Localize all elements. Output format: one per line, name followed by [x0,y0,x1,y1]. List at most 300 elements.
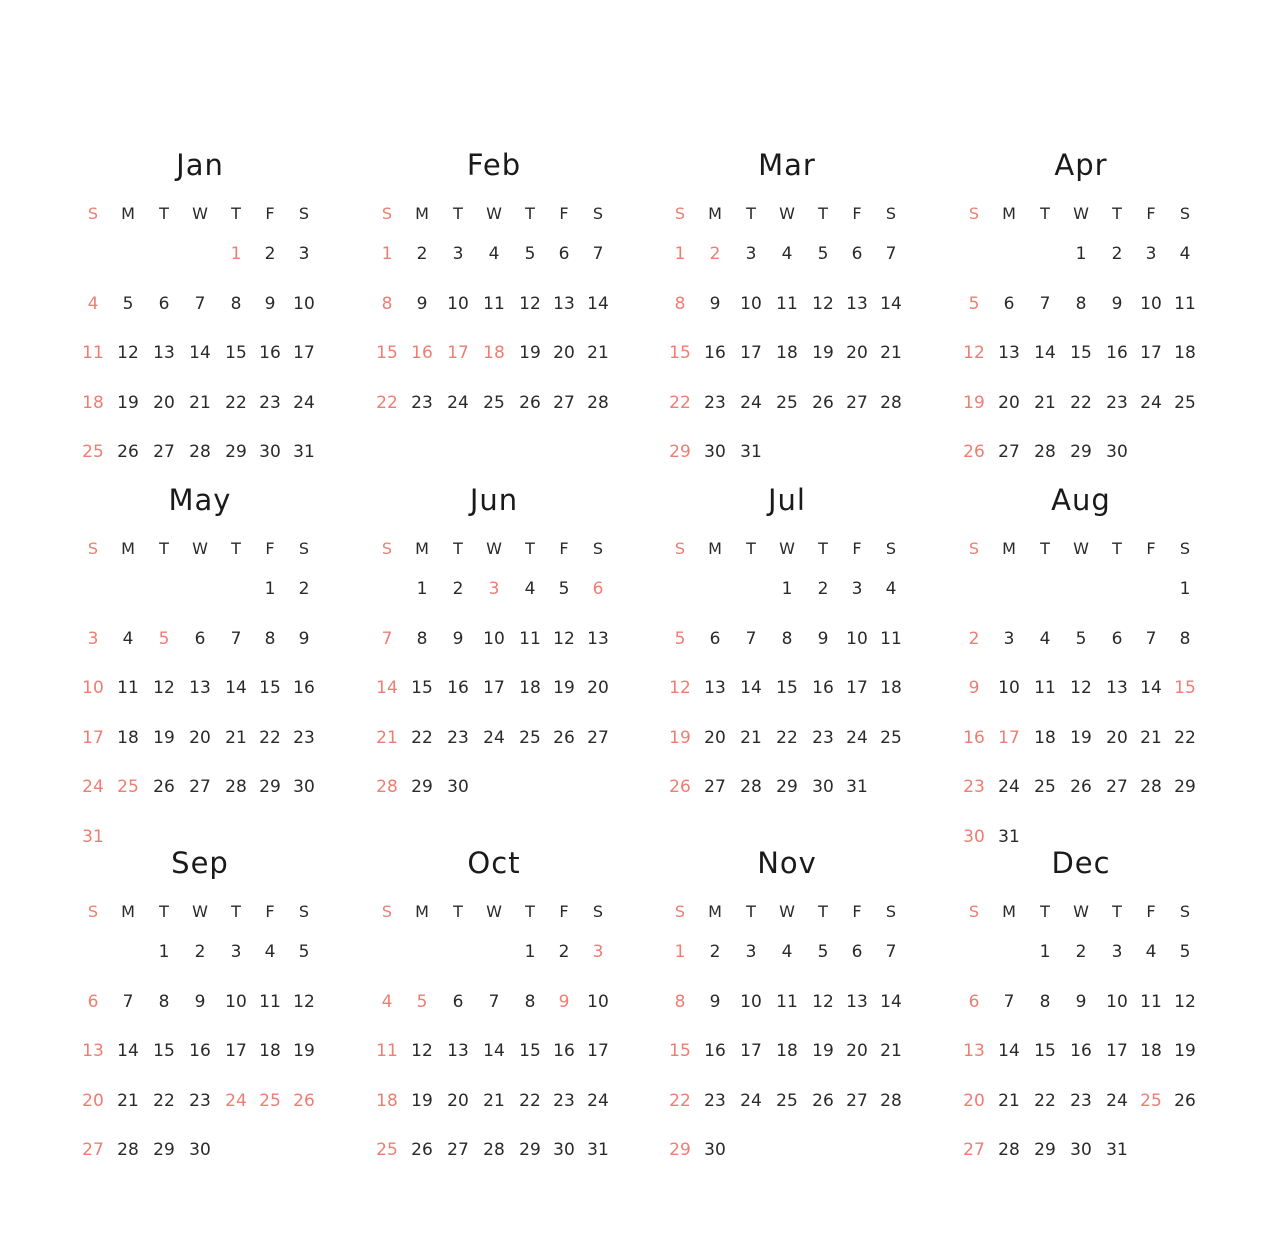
day-cell[interactable]: 2 [1111,244,1123,264]
day-cell[interactable]: 20 [846,343,868,364]
day-cell[interactable]: 10 [998,678,1020,699]
day-cell[interactable]: 24 [1140,392,1162,413]
day-cell[interactable]: 8 [381,293,393,314]
day-cell[interactable]: 4 [524,579,536,599]
day-cell[interactable]: 23 [963,777,985,798]
day-cell[interactable]: 8 [1075,293,1087,314]
day-cell[interactable]: 15 [1174,678,1196,699]
day-cell[interactable]: 26 [669,777,691,798]
day-cell[interactable]: 10 [1140,293,1162,314]
day-cell[interactable]: 16 [411,343,433,364]
day-cell[interactable]: 1 [1075,244,1087,264]
day-cell[interactable]: 28 [225,777,247,798]
day-cell[interactable]: 17 [447,343,469,364]
day-cell[interactable]: 18 [483,343,505,364]
day-cell[interactable]: 23 [293,727,315,748]
day-cell[interactable]: 1 [674,244,686,264]
day-cell[interactable]: 1 [381,244,393,264]
day-cell[interactable]: 14 [1140,678,1162,699]
day-cell[interactable]: 15 [776,678,798,699]
day-cell[interactable]: 22 [225,392,247,413]
day-cell[interactable]: 12 [963,343,985,364]
day-cell[interactable]: 14 [189,343,211,364]
day-cell[interactable]: 13 [998,343,1020,364]
day-cell[interactable]: 30 [553,1140,575,1161]
day-cell[interactable]: 12 [1174,991,1196,1012]
day-cell[interactable]: 16 [1106,343,1128,364]
day-cell[interactable]: 10 [846,628,868,649]
day-cell[interactable]: 21 [376,727,398,748]
day-cell[interactable]: 17 [293,343,315,364]
day-cell[interactable]: 20 [189,727,211,748]
day-cell[interactable]: 3 [452,244,464,264]
day-cell[interactable]: 23 [553,1090,575,1111]
day-cell[interactable]: 10 [740,293,762,314]
day-cell[interactable]: 26 [1070,777,1092,798]
day-cell[interactable]: 22 [776,727,798,748]
day-cell[interactable]: 15 [225,343,247,364]
day-cell[interactable]: 11 [259,991,281,1012]
day-cell[interactable]: 28 [740,777,762,798]
day-cell[interactable]: 7 [745,628,757,649]
day-cell[interactable]: 11 [519,628,541,649]
day-cell[interactable]: 31 [998,827,1020,847]
day-cell[interactable]: 26 [293,1090,315,1111]
day-cell[interactable]: 12 [117,343,139,364]
day-cell[interactable]: 13 [846,991,868,1012]
day-cell[interactable]: 12 [411,1041,433,1062]
day-cell[interactable]: 9 [1075,991,1087,1012]
day-cell[interactable]: 26 [812,392,834,413]
day-cell[interactable]: 11 [1174,293,1196,314]
day-cell[interactable]: 5 [817,244,829,264]
day-cell[interactable]: 2 [298,579,310,599]
day-cell[interactable]: 5 [122,293,134,314]
day-cell[interactable]: 21 [1034,392,1056,413]
day-cell[interactable]: 24 [82,777,104,798]
day-cell[interactable]: 8 [674,991,686,1012]
day-cell[interactable]: 17 [225,1041,247,1062]
day-cell[interactable]: 1 [1179,579,1191,599]
day-cell[interactable]: 15 [669,1041,691,1062]
day-cell[interactable]: 27 [553,392,575,413]
day-cell[interactable]: 30 [1106,442,1128,463]
day-cell[interactable]: 22 [1174,727,1196,748]
day-cell[interactable]: 24 [998,777,1020,798]
day-cell[interactable]: 27 [447,1140,469,1161]
day-cell[interactable]: 18 [1174,343,1196,364]
day-cell[interactable]: 28 [117,1140,139,1161]
day-cell[interactable]: 7 [885,244,897,264]
day-cell[interactable]: 29 [1174,777,1196,798]
day-cell[interactable]: 27 [846,1090,868,1111]
day-cell[interactable]: 12 [669,678,691,699]
day-cell[interactable]: 10 [293,293,315,314]
day-cell[interactable]: 11 [376,1041,398,1062]
day-cell[interactable]: 28 [189,442,211,463]
day-cell[interactable]: 28 [483,1140,505,1161]
day-cell[interactable]: 23 [704,1090,726,1111]
day-cell[interactable]: 19 [1174,1041,1196,1062]
day-cell[interactable]: 3 [1111,942,1123,962]
day-cell[interactable]: 17 [82,727,104,748]
day-cell[interactable]: 9 [968,678,980,699]
day-cell[interactable]: 3 [851,579,863,599]
day-cell[interactable]: 10 [483,628,505,649]
day-cell[interactable]: 25 [880,727,902,748]
day-cell[interactable]: 1 [781,579,793,599]
day-cell[interactable]: 29 [1034,1140,1056,1161]
day-cell[interactable]: 20 [704,727,726,748]
day-cell[interactable]: 24 [587,1090,609,1111]
day-cell[interactable]: 20 [963,1090,985,1111]
day-cell[interactable]: 10 [1106,991,1128,1012]
day-cell[interactable]: 10 [740,991,762,1012]
day-cell[interactable]: 20 [153,392,175,413]
day-cell[interactable]: 19 [519,343,541,364]
day-cell[interactable]: 29 [669,442,691,463]
day-cell[interactable]: 6 [1003,293,1015,314]
day-cell[interactable]: 17 [846,678,868,699]
day-cell[interactable]: 2 [968,628,980,649]
day-cell[interactable]: 1 [416,579,428,599]
day-cell[interactable]: 6 [158,293,170,314]
day-cell[interactable]: 24 [740,1090,762,1111]
day-cell[interactable]: 4 [781,942,793,962]
day-cell[interactable]: 4 [488,244,500,264]
day-cell[interactable]: 8 [416,628,428,649]
day-cell[interactable]: 27 [82,1140,104,1161]
day-cell[interactable]: 29 [411,777,433,798]
day-cell[interactable]: 26 [1174,1090,1196,1111]
day-cell[interactable]: 14 [587,293,609,314]
day-cell[interactable]: 7 [592,244,604,264]
day-cell[interactable]: 30 [704,1140,726,1161]
day-cell[interactable]: 5 [968,293,980,314]
day-cell[interactable]: 22 [669,392,691,413]
day-cell[interactable]: 2 [709,244,721,264]
day-cell[interactable]: 6 [709,628,721,649]
day-cell[interactable]: 21 [189,392,211,413]
day-cell[interactable]: 16 [963,727,985,748]
day-cell[interactable]: 5 [558,579,570,599]
day-cell[interactable]: 1 [1039,942,1051,962]
day-cell[interactable]: 20 [846,1041,868,1062]
day-cell[interactable]: 23 [704,392,726,413]
day-cell[interactable]: 11 [117,678,139,699]
day-cell[interactable]: 20 [587,678,609,699]
day-cell[interactable]: 20 [998,392,1020,413]
day-cell[interactable]: 3 [745,942,757,962]
day-cell[interactable]: 2 [709,942,721,962]
day-cell[interactable]: 17 [1140,343,1162,364]
day-cell[interactable]: 8 [264,628,276,649]
day-cell[interactable]: 5 [1075,628,1087,649]
day-cell[interactable]: 7 [885,942,897,962]
day-cell[interactable]: 21 [740,727,762,748]
day-cell[interactable]: 6 [1111,628,1123,649]
day-cell[interactable]: 16 [293,678,315,699]
day-cell[interactable]: 9 [709,991,721,1012]
day-cell[interactable]: 1 [524,942,536,962]
day-cell[interactable]: 25 [776,392,798,413]
day-cell[interactable]: 23 [812,727,834,748]
day-cell[interactable]: 26 [812,1090,834,1111]
day-cell[interactable]: 15 [259,678,281,699]
day-cell[interactable]: 5 [298,942,310,962]
day-cell[interactable]: 25 [1174,392,1196,413]
day-cell[interactable]: 6 [452,991,464,1012]
day-cell[interactable]: 24 [447,392,469,413]
day-cell[interactable]: 17 [740,343,762,364]
day-cell[interactable]: 5 [158,628,170,649]
day-cell[interactable]: 25 [519,727,541,748]
day-cell[interactable]: 28 [880,392,902,413]
day-cell[interactable]: 26 [411,1140,433,1161]
day-cell[interactable]: 4 [1179,244,1191,264]
day-cell[interactable]: 16 [812,678,834,699]
day-cell[interactable]: 27 [704,777,726,798]
day-cell[interactable]: 22 [519,1090,541,1111]
day-cell[interactable]: 13 [704,678,726,699]
day-cell[interactable]: 21 [483,1090,505,1111]
day-cell[interactable]: 25 [376,1140,398,1161]
day-cell[interactable]: 23 [1106,392,1128,413]
day-cell[interactable]: 4 [1145,942,1157,962]
day-cell[interactable]: 28 [1140,777,1162,798]
day-cell[interactable]: 13 [553,293,575,314]
day-cell[interactable]: 12 [812,991,834,1012]
day-cell[interactable]: 12 [553,628,575,649]
day-cell[interactable]: 14 [225,678,247,699]
day-cell[interactable]: 24 [846,727,868,748]
day-cell[interactable]: 7 [1145,628,1157,649]
day-cell[interactable]: 17 [1106,1041,1128,1062]
day-cell[interactable]: 23 [447,727,469,748]
day-cell[interactable]: 13 [189,678,211,699]
day-cell[interactable]: 16 [259,343,281,364]
day-cell[interactable]: 27 [1106,777,1128,798]
day-cell[interactable]: 22 [259,727,281,748]
day-cell[interactable]: 28 [376,777,398,798]
day-cell[interactable]: 27 [963,1140,985,1161]
day-cell[interactable]: 15 [411,678,433,699]
day-cell[interactable]: 31 [587,1140,609,1161]
day-cell[interactable]: 21 [225,727,247,748]
day-cell[interactable]: 28 [1034,442,1056,463]
day-cell[interactable]: 24 [740,392,762,413]
day-cell[interactable]: 6 [87,991,99,1012]
day-cell[interactable]: 3 [1145,244,1157,264]
day-cell[interactable]: 31 [1106,1140,1128,1161]
day-cell[interactable]: 5 [524,244,536,264]
day-cell[interactable]: 16 [553,1041,575,1062]
day-cell[interactable]: 13 [963,1041,985,1062]
day-cell[interactable]: 5 [416,991,428,1012]
day-cell[interactable]: 9 [298,628,310,649]
day-cell[interactable]: 14 [740,678,762,699]
day-cell[interactable]: 3 [1003,628,1015,649]
day-cell[interactable]: 11 [880,628,902,649]
day-cell[interactable]: 13 [587,628,609,649]
day-cell[interactable]: 27 [587,727,609,748]
day-cell[interactable]: 16 [704,1041,726,1062]
day-cell[interactable]: 16 [704,343,726,364]
day-cell[interactable]: 7 [194,293,206,314]
day-cell[interactable]: 2 [194,942,206,962]
day-cell[interactable]: 4 [885,579,897,599]
day-cell[interactable]: 20 [1106,727,1128,748]
day-cell[interactable]: 27 [998,442,1020,463]
day-cell[interactable]: 12 [293,991,315,1012]
day-cell[interactable]: 1 [158,942,170,962]
day-cell[interactable]: 4 [264,942,276,962]
day-cell[interactable]: 20 [82,1090,104,1111]
day-cell[interactable]: 30 [704,442,726,463]
day-cell[interactable]: 14 [117,1041,139,1062]
day-cell[interactable]: 15 [376,343,398,364]
day-cell[interactable]: 17 [483,678,505,699]
day-cell[interactable]: 3 [592,942,604,962]
day-cell[interactable]: 16 [447,678,469,699]
day-cell[interactable]: 11 [82,343,104,364]
day-cell[interactable]: 24 [483,727,505,748]
day-cell[interactable]: 8 [158,991,170,1012]
day-cell[interactable]: 30 [963,827,985,847]
day-cell[interactable]: 26 [553,727,575,748]
day-cell[interactable]: 23 [411,392,433,413]
day-cell[interactable]: 25 [1140,1090,1162,1111]
day-cell[interactable]: 7 [488,991,500,1012]
day-cell[interactable]: 19 [963,392,985,413]
day-cell[interactable]: 18 [1034,727,1056,748]
day-cell[interactable]: 6 [558,244,570,264]
day-cell[interactable]: 27 [153,442,175,463]
day-cell[interactable]: 17 [998,727,1020,748]
day-cell[interactable]: 26 [963,442,985,463]
day-cell[interactable]: 9 [194,991,206,1012]
day-cell[interactable]: 26 [117,442,139,463]
day-cell[interactable]: 18 [519,678,541,699]
day-cell[interactable]: 22 [153,1090,175,1111]
day-cell[interactable]: 17 [587,1041,609,1062]
day-cell[interactable]: 1 [230,244,242,264]
day-cell[interactable]: 8 [781,628,793,649]
day-cell[interactable]: 21 [998,1090,1020,1111]
day-cell[interactable]: 21 [1140,727,1162,748]
day-cell[interactable]: 4 [87,293,99,314]
day-cell[interactable]: 18 [880,678,902,699]
day-cell[interactable]: 24 [225,1090,247,1111]
day-cell[interactable]: 14 [483,1041,505,1062]
day-cell[interactable]: 13 [82,1041,104,1062]
day-cell[interactable]: 25 [483,392,505,413]
day-cell[interactable]: 24 [1106,1090,1128,1111]
day-cell[interactable]: 31 [846,777,868,798]
day-cell[interactable]: 13 [846,293,868,314]
day-cell[interactable]: 30 [1070,1140,1092,1161]
day-cell[interactable]: 29 [776,777,798,798]
day-cell[interactable]: 13 [447,1041,469,1062]
day-cell[interactable]: 2 [452,579,464,599]
day-cell[interactable]: 6 [592,579,604,599]
day-cell[interactable]: 3 [745,244,757,264]
day-cell[interactable]: 12 [519,293,541,314]
day-cell[interactable]: 5 [674,628,686,649]
day-cell[interactable]: 26 [519,392,541,413]
day-cell[interactable]: 7 [122,991,134,1012]
day-cell[interactable]: 3 [87,628,99,649]
day-cell[interactable]: 7 [1039,293,1051,314]
day-cell[interactable]: 11 [483,293,505,314]
day-cell[interactable]: 31 [293,442,315,463]
day-cell[interactable]: 14 [1034,343,1056,364]
day-cell[interactable]: 3 [230,942,242,962]
day-cell[interactable]: 30 [259,442,281,463]
day-cell[interactable]: 22 [1070,392,1092,413]
day-cell[interactable]: 20 [447,1090,469,1111]
day-cell[interactable]: 21 [587,343,609,364]
day-cell[interactable]: 26 [153,777,175,798]
day-cell[interactable]: 8 [674,293,686,314]
day-cell[interactable]: 6 [968,991,980,1012]
day-cell[interactable]: 8 [1179,628,1191,649]
day-cell[interactable]: 12 [812,293,834,314]
day-cell[interactable]: 9 [416,293,428,314]
day-cell[interactable]: 12 [1070,678,1092,699]
day-cell[interactable]: 31 [740,442,762,463]
day-cell[interactable]: 31 [82,827,104,847]
day-cell[interactable]: 9 [1111,293,1123,314]
day-cell[interactable]: 5 [817,942,829,962]
day-cell[interactable]: 19 [553,678,575,699]
day-cell[interactable]: 17 [740,1041,762,1062]
day-cell[interactable]: 28 [587,392,609,413]
day-cell[interactable]: 6 [194,628,206,649]
day-cell[interactable]: 19 [669,727,691,748]
day-cell[interactable]: 20 [553,343,575,364]
day-cell[interactable]: 9 [264,293,276,314]
day-cell[interactable]: 29 [259,777,281,798]
day-cell[interactable]: 10 [587,991,609,1012]
day-cell[interactable]: 11 [776,293,798,314]
day-cell[interactable]: 27 [189,777,211,798]
day-cell[interactable]: 2 [264,244,276,264]
day-cell[interactable]: 9 [452,628,464,649]
day-cell[interactable]: 22 [411,727,433,748]
day-cell[interactable]: 4 [122,628,134,649]
day-cell[interactable]: 19 [812,343,834,364]
day-cell[interactable]: 15 [1034,1041,1056,1062]
day-cell[interactable]: 14 [880,293,902,314]
day-cell[interactable]: 4 [781,244,793,264]
day-cell[interactable]: 30 [189,1140,211,1161]
day-cell[interactable]: 13 [1106,678,1128,699]
day-cell[interactable]: 19 [153,727,175,748]
day-cell[interactable]: 30 [293,777,315,798]
day-cell[interactable]: 4 [1039,628,1051,649]
day-cell[interactable]: 19 [812,1041,834,1062]
day-cell[interactable]: 9 [558,991,570,1012]
day-cell[interactable]: 18 [776,343,798,364]
day-cell[interactable]: 7 [1003,991,1015,1012]
day-cell[interactable]: 29 [1070,442,1092,463]
day-cell[interactable]: 19 [293,1041,315,1062]
day-cell[interactable]: 2 [416,244,428,264]
day-cell[interactable]: 18 [776,1041,798,1062]
day-cell[interactable]: 29 [519,1140,541,1161]
day-cell[interactable]: 29 [225,442,247,463]
